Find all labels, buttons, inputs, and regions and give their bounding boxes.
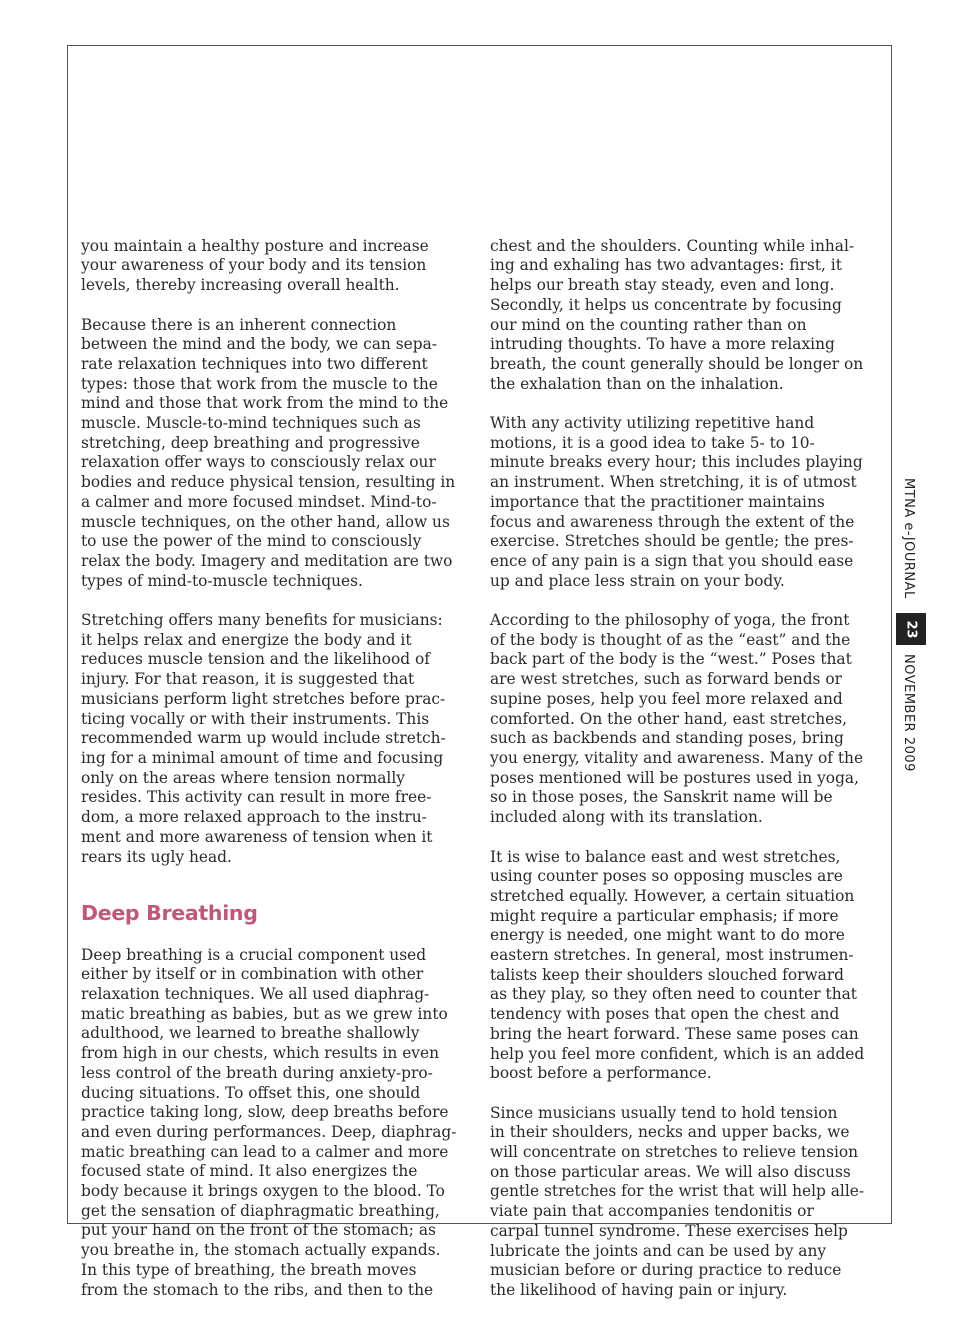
right-column — [490, 217, 882, 1320]
left-column — [81, 217, 473, 1320]
right-paragraph-2: With any activity utilizing repetitive hand motions, it is a good idea to take 5- to 10- minute breaks every hour; this includes playing an instrument. When stretching, it is of utmost importance that the practitioner maintains focus and awareness through the extent of the exercise. Stretches should be gentle; the pres- ence of any pain is a sign that you should ease up and place less strain on your body. — [490, 414, 863, 590]
right-paragraph-4: It is wise to balance east and west stretches, using counter poses so opposing muscles are stretched equally. However, a certain situation might require a particular emphasis; if more energy is needed, one might want to do more eastern stretches. In general, most instrumen- talists keep their shoulders slouched forward as they play, so they often need to counter that tendency with poses that open the chest and bring the heart forward. These same poses can help you feel more confident, which is an added boost before a performance. — [490, 847, 865, 1083]
issue-date: NOVEMBER 2009 — [901, 654, 916, 772]
section-heading-deep-breathing: Deep Breathing — [81, 900, 258, 925]
right-paragraph-3: According to the philosophy of yoga, the front of the body is thought of as the “east” and the back part of the body is the “west.” Poses that are west stretches, such as forward bends or supine poses, help you feel more relaxed and comforted. On the other hand, east stretches, such as backbends and standing poses, bring you energy, vitality and awareness. Many of the poses mentioned will be postures used in yoga, so in those poses, the Sanskrit name will be included along with its translation. — [490, 611, 864, 827]
journal-name: MTNA e-JOURNAL — [901, 478, 916, 599]
right-paragraph-1: chest and the shoulders. Counting while inhal- ing and exhaling has two advantages: first, it helps our breath stay steady, even and long. Secondly, it helps us concentrate by focusing our mind on the counting rather than on intruding thoughts. To have a more relaxing breath, the count generally should be longer on the exhalation than on the inhalation. — [490, 236, 864, 393]
journal-sidebar — [894, 470, 928, 790]
left-paragraph-3: Stretching offers many benefits for musicians: it helps relax and energize the body and it reduces muscle tension and the likelihood of injury. For that reason, it is suggested that musicians perform light stretches before prac- ticing vocally or with their instruments. This recommended warm up would include stretch- ing for a minimal amount of time and focusing only on the areas where tension normally resides. This activity can result in more free- dom, a more relaxed approach to the instru- ment and more awareness of tension when it rears its ugly head. — [81, 611, 446, 866]
right-paragraph-5: Since musicians usually tend to hold tension in their shoulders, necks and upper backs, we will concentrate on stretches to relieve tension on those particular areas. We will also discuss gentle stretches for the wrist that will help alle- viate pain that accompanies tendonitis or carpal tunnel syndrome. These exercises help lubricate the joints and can be used by any musician before or during practice to reduce the likelihood of having pain or injury. — [490, 1103, 865, 1299]
left-paragraph-1: you maintain a healthy posture and increase your awareness of your body and its tension levels, thereby increasing overall health. — [81, 236, 429, 295]
page-number-badge — [896, 613, 926, 645]
left-paragraph-2: Because there is an inherent connection between the mind and the body, we can sepa- rate relaxation techniques into two different types: those that work from the muscle to the mind and those that work from the mind to the muscle. Muscle-to-mind techniques such as stretching, deep breathing and progressive relaxation offer ways to consciously relax our bodies and reduce physical tension, resulting in a calmer and more focused mindset. Mind-to- muscle techniques, on the other hand, allow us to use the power of the mind to consciously relax the body. Imagery and meditation are two types of mind-to-muscle techniques. — [81, 315, 456, 590]
page-number: 23 — [903, 619, 919, 639]
left-paragraph-4: Deep breathing is a crucial component used either by itself or in combination with other relaxation techniques. We all used diaphrag- matic breathing as babies, but as we grew into adulthood, we learned to breathe shallowly from high in our chests, which results in even less control of the breath during anxiety-pro- ducing situations. To offset this, one should practice taking long, slow, deep breaths before and even during performances. Deep, diaphrag- matic breathing can lead to a calmer and more focused state of mind. It also energizes the body because it brings oxygen to the blood. To get the sensation of diaphragmatic breathing, put your hand on the front of the stomach; as you breathe in, the stomach actually expands. In this type of breathing, the breath moves from the stomach to the ribs, and then to the — [81, 945, 457, 1299]
